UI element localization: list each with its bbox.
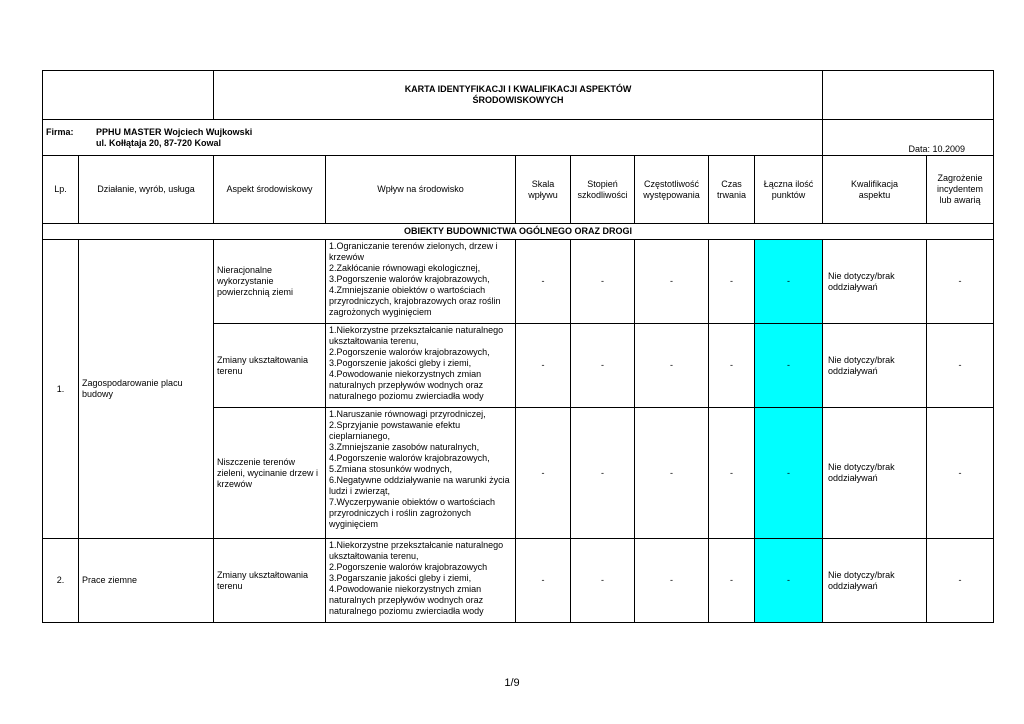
row-aspekt: Nieracjonalne wykorzystanie powierzchnią ziemi [214,240,326,324]
row-zagrozenie: - [927,240,994,324]
row-wplyw: 1.Ograniczanie terenów zielonych, drzew i krzewów 2.Zakłócanie równowagi ekologicznej, 3.Pogorszenie walorów krajobrazowych, 4.Zmniejszanie obiektów o wartościach przyrodniczych, krajobrazowych oraz roślin zagrożonych wyginięciem [326,240,516,324]
page-number: 1/9 [504,677,520,689]
table-header-row [43,156,994,224]
row-aspekt: Niszczenie terenów zieleni, wycinanie drzew i krzewów [214,408,326,539]
header-laczna: Łączna ilość punktów [755,156,823,224]
row-laczna: - [755,240,823,324]
row-czestotliwosc: - [635,324,709,408]
row-czestotliwosc: - [635,539,709,623]
row-skala: - [516,324,571,408]
header-zagrozenie: Zagrożenie incydentem lub awarią [927,156,994,224]
row-stopien: - [571,408,635,539]
row-kwalifikacja: Nie dotyczy/brak oddziaływań [823,240,927,324]
row-laczna: - [755,324,823,408]
logo-cell [43,71,214,120]
row-czas: - [709,240,755,324]
row-wplyw: 1.Niekorzystne przekształcanie naturalnego ukształtowania terenu, 2.Pogorszenie walorów krajobrazowych, 3.Pogorszenie jakości gleby i ziemi, 4.Powodowanie niekorzystnych zmian naturalnych przepływów wodnych oraz naturalnego poziomu zwierciadła wody [326,324,516,408]
row-kwalifikacja: Nie dotyczy/brak oddziaływań [823,408,927,539]
row-laczna: - [755,539,823,623]
header-czas: Czas trwania [709,156,755,224]
row-lp: 1. [43,240,79,539]
document-title: KARTA IDENTYFIKACJI I KWALIFIKACJI ASPEKTÓW ŚRODOWISKOWYCH [214,71,823,120]
row-kwalifikacja: Nie dotyczy/brak oddziaływań [823,539,927,623]
row-stopien: - [571,539,635,623]
row-zagrozenie: - [927,408,994,539]
row-dzialanie: Prace ziemne [79,539,214,623]
header-stopien: Stopień szkodliwości [571,156,635,224]
header-dzialanie: Działanie, wyrób, usługa [79,156,214,224]
firm-name: PPHU MASTER Wojciech Wujkowski [96,126,253,137]
header-skala: Skala wpływu [516,156,571,224]
firm-label: Firma: [46,126,74,137]
row-dzialanie: Zagospodarowanie placu budowy [79,240,214,539]
header-lp: Lp. [43,156,79,224]
header-czestotliwosc: Częstotliwość występowania [635,156,709,224]
row-czestotliwosc: - [635,240,709,324]
row-stopien: - [571,324,635,408]
row-zagrozenie: - [927,539,994,623]
row-stopien: - [571,240,635,324]
row-kwalifikacja: Nie dotyczy/brak oddziaływań [823,324,927,408]
header-wplyw: Wpływ na środowisko [326,156,516,224]
table-row [43,240,994,324]
row-wplyw: 1.Niekorzystne przekształcanie naturalnego ukształtowania terenu, 2.Pogorszenie walorów krajobrazowych 3.Pogarszanie jakości gleby i ziemi, 4.Powodowanie niekorzystnych zmian naturalnych przepływów wodnych oraz naturalnego poziomu zwierciadła wody [326,539,516,623]
row-czas: - [709,324,755,408]
row-skala: - [516,539,571,623]
document-date: Data: 10.2009 [823,120,994,156]
row-aspekt: Zmiany ukształtowania terenu [214,539,326,623]
title-side-cell [823,71,994,120]
header-kwalifikacja: Kwalifikacja aspektu [823,156,927,224]
row-czas: - [709,539,755,623]
row-laczna: - [755,408,823,539]
row-skala: - [516,408,571,539]
row-aspekt: Zmiany ukształtowania terenu [214,324,326,408]
section-heading: OBIEKTY BUDOWNICTWA OGÓLNEGO ORAZ DROGI [43,224,994,240]
row-czestotliwosc: - [635,408,709,539]
firm-address: ul. Kołłątaja 20, 87-720 Kowal [96,137,222,148]
firm-info [43,120,823,156]
row-wplyw: 1.Naruszanie równowagi przyrodniczej, 2.Sprzyjanie powstawanie efektu cieplarnianego, 3.Zmniejszanie zasobów naturalnych, 4.Pogorszenie walorów krajobrazowych, 5.Zmiana stosunków wodnych, 6.Negatywne oddziaływanie na warunki życia ludzi i zwierząt, 7.Wyczerpywanie obiektów o wartościach przyrodniczych i roślin zagrożonych wyginięciem [326,408,516,539]
row-skala: - [516,240,571,324]
header-aspekt: Aspekt środowiskowy [214,156,326,224]
row-zagrozenie: - [927,324,994,408]
aspect-card-table [42,70,994,623]
row-lp: 2. [43,539,79,623]
row-czas: - [709,408,755,539]
table-row [43,539,994,623]
